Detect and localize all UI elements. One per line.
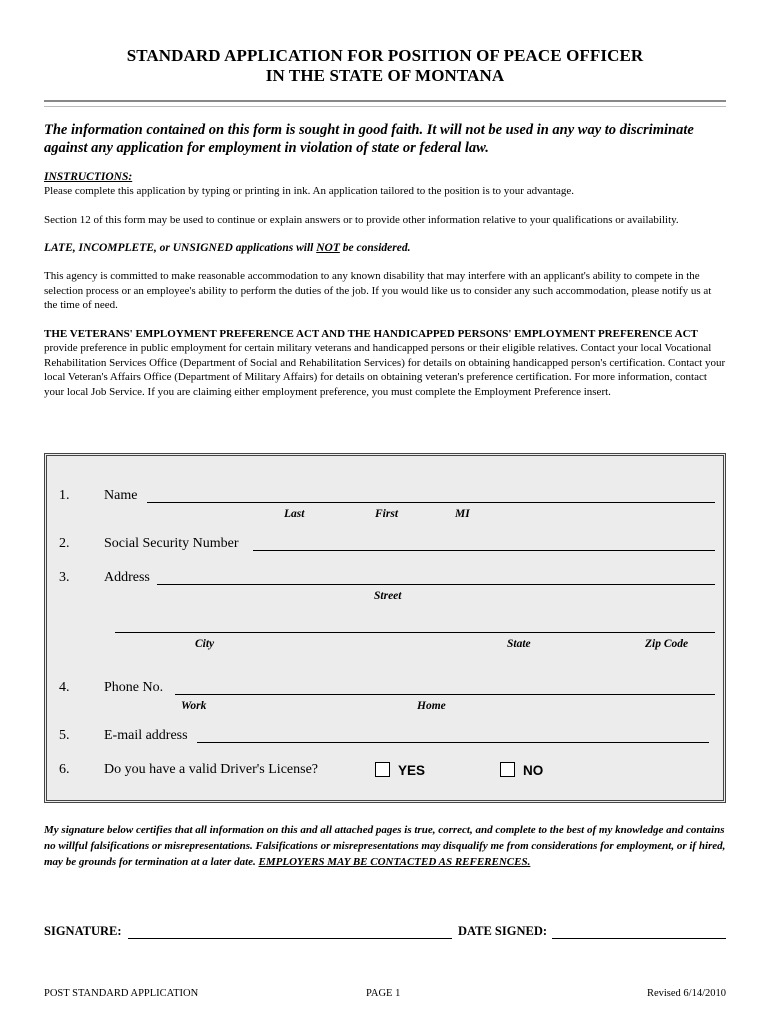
instructions-p1: Please complete this application by typing or printing in ink. An application tailored to the position is to your advantage. <box>44 185 575 197</box>
zip-caption: Zip Code <box>645 638 689 650</box>
street-caption: Street <box>374 590 402 602</box>
phone-work-caption: Work <box>181 700 207 712</box>
footer-form-name: POST STANDARD APPLICATION <box>44 988 199 999</box>
accommodation-paragraph: This agency is committed to make reasonable accommodation to any known disability that may interfere with an applicant's ability to compete in the selection process or an employee's ability to perform the duties of the job. If you would like us to consider any such accommodation, please notify us at the time of need. <box>44 270 712 311</box>
state-caption: State <box>507 638 531 650</box>
personal-info-box <box>44 453 726 803</box>
late-notice-before: LATE, INCOMPLETE, or UNSIGNED applications will <box>44 242 317 254</box>
late-notice-not: NOT <box>316 242 340 254</box>
intro-statement: The information contained on this form is sought in good faith. It will not be used in any way to discriminate against any application for employment in violation of state or federal law. <box>44 122 694 156</box>
question-number: 2. <box>59 536 70 551</box>
name-first-caption: First <box>375 508 399 520</box>
signature-field[interactable] <box>128 938 452 939</box>
footer-page-number: PAGE 1 <box>366 988 401 999</box>
name-label: Name <box>104 488 138 503</box>
ssn-label: Social Security Number <box>104 536 239 551</box>
late-notice <box>44 241 726 255</box>
question-number: 3. <box>59 570 70 585</box>
email-label: E-mail address <box>104 728 188 743</box>
license-label: Do you have a valid Driver's License? <box>104 762 318 777</box>
question-number: 5. <box>59 728 70 743</box>
question-number: 4. <box>59 680 70 695</box>
instructions-heading: INSTRUCTIONS: <box>44 171 133 183</box>
veterans-preference-body: provide preference in public employment for certain military veterans and handicapped persons or their eligible relatives. Contact your local Vocational Rehabilitation Services Office (Department of Social and Rehabilitation Services) for details on obtaining handicapped person's certification. Contact your local Veteran's Affairs Office (Department of Military Affairs) for details on obtaining veteran's preference certification. For more information, contact your local Job Service. If you are claiming either employment preference, you must complete the Employment Preference insert. <box>44 342 726 398</box>
license-yes-option[interactable] <box>375 762 425 778</box>
city-caption: City <box>195 638 215 650</box>
question-number: 1. <box>59 488 70 503</box>
date-signed-label: DATE SIGNED: <box>458 924 548 938</box>
references-notice: EMPLOYERS MAY BE CONTACTED AS REFERENCES. <box>258 856 531 868</box>
certification-statement <box>44 822 726 870</box>
signature-label: SIGNATURE: <box>44 924 122 938</box>
no-label: NO <box>523 763 544 778</box>
no-checkbox[interactable] <box>500 762 515 777</box>
street-field[interactable] <box>157 584 715 585</box>
footer-revision: Revised 6/14/2010 <box>646 988 726 999</box>
veterans-preference-paragraph <box>44 327 726 400</box>
page-title <box>44 0 726 86</box>
ssn-field[interactable] <box>253 550 715 551</box>
certification-text: My signature below certifies that all information on this and all attached pages is true, correct, and complete to the best of my knowledge and contains no willful falsifications or misrepresentations. Falsifications or misrepresentations may disqualify me from considerations for employment, or if hired, may be grounds for termination at a later date. <box>44 824 726 868</box>
date-signed-field[interactable] <box>552 938 726 939</box>
title-divider <box>44 100 726 107</box>
phone-field[interactable] <box>175 694 715 695</box>
name-mi-caption: MI <box>455 508 470 520</box>
license-no-option[interactable] <box>500 762 543 778</box>
address-label: Address <box>104 570 150 585</box>
title-line-2: IN THE STATE OF MONTANA <box>265 66 505 85</box>
name-last-caption: Last <box>284 508 305 520</box>
yes-checkbox[interactable] <box>375 762 390 777</box>
yes-label: YES <box>398 763 426 778</box>
late-notice-after: be considered. <box>339 242 411 254</box>
veterans-preference-heading: THE VETERANS' EMPLOYMENT PREFERENCE ACT AND THE HANDICAPPED PERSONS' EMPLOYMENT PREFERENCE ACT <box>44 327 698 340</box>
signature-row <box>44 924 726 944</box>
name-field[interactable] <box>147 502 715 503</box>
title-line-1: STANDARD APPLICATION FOR POSITION OF PEACE OFFICER <box>126 46 644 65</box>
phone-label: Phone No. <box>104 680 164 695</box>
email-field[interactable] <box>197 742 709 743</box>
question-number: 6. <box>59 762 70 777</box>
city-state-zip-field[interactable] <box>115 632 715 633</box>
instructions-p2: Section 12 of this form may be used to continue or explain answers or to provide other information relative to your qualifications or availability. <box>44 213 679 226</box>
phone-home-caption: Home <box>417 700 446 712</box>
